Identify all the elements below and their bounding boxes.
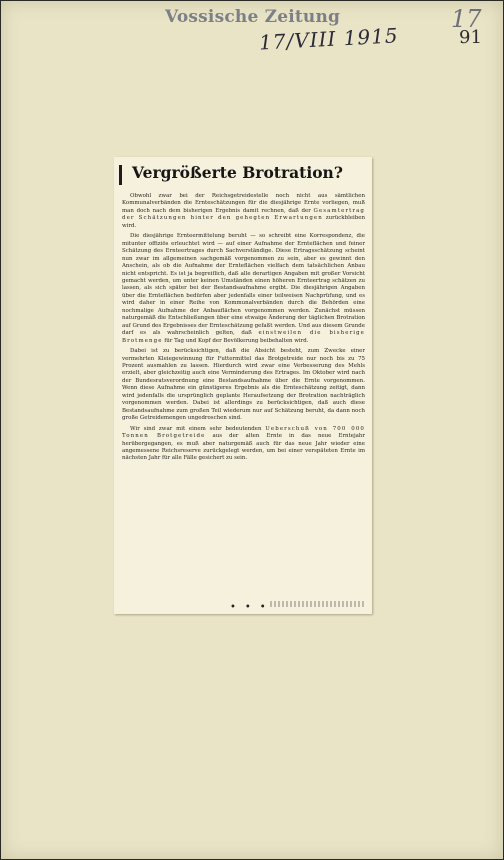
newspaper-clipping	[114, 157, 372, 614]
article-paragraph: Obwohl zwar bei der Reichsgetreidestelle noch nicht aus sämtlichen Kommunalverbänden die Ernteschätzungen für die diesjährige Ernte vorliegen, muß man doch nach dem bisherigen Ergebnis damit rechnen, daß der Gesamtertrag der Schätzungen hinter den gehegten Erwartungen zurückbleiben wird.	[122, 193, 365, 229]
corner-number-top: 17	[451, 5, 482, 33]
article-paragraph: Wir sind zwar mit einem sehr bedeutenden Ueberschuß von 700 000 Tonnen Brotgetreide aus der alten Ernte in das neue Erntejahr herübergegangen, es muß aber naturgemäß auch für das neue Jahr wieder eine angemessene Reichsreserve zurückgelegt werden, um bei einer verspäteten Ernte im nächsten Jahr für alle Fälle gesichert zu sein.	[122, 425, 365, 462]
end-mark-dots: •••	[230, 602, 275, 613]
article-paragraph: Die diesjährige Ernteermittelung beruht — so schreibt eine Korrespondenz, die mitunter offiziös erleuchtet wird — auf einer Aufnahme der Ernteflächen und feiner Schätzung des Ernteertrages durch Sachverständige. Diese Ertragsschätzung scheint nun zwar im allgemeinen sachgemäß vorgenommen zu sein, aber es gewinnt den Anschein, als ob die Aufnahme der Ernteflächen vielfach dem tatsächlichen Anbau nicht entspricht. Es ist ja begreiflich, daß alle derartigen Angaben mit großer Vorsicht gemacht werden, um unter keinen Umständen einen höheren Ernteertrag schätzen zu lassen, als sich später bei der Bestandsaufnahme ergibt. Die diesjährigen Angaben über die Ernteflächen bedürfen aber jedenfalls einer teilweisen Nachprüfung, und es wird daher in einer Reihe von Kommunalverbänden durch die Behörden eine nochmalige Aufnahme der Anbauflächen vorgenommen werden. Zunächst müssen naturgemäß die Entschließungen über eine etwaige Änderung der täglichen Brotration auf Grund des Ergebnisses der Ernteschätzung gefaßt werden. Und aus diesem Grunde darf es als wahrscheinlich gelten, daß einstweilen die bisherige Brotmenge für Tag und Kopf der Bevölkerung beibehalten wird.	[122, 233, 366, 344]
article-body	[122, 193, 365, 466]
newspaper-masthead: Vossische Zeitung	[165, 7, 341, 27]
handwritten-date: 17/VIII 1915	[258, 23, 400, 55]
corner-number-bottom: 91	[459, 27, 482, 48]
archive-stamp	[270, 601, 366, 607]
clipping-headline: Vergrößerte Brotration?	[132, 163, 343, 182]
article-paragraph: Dabei ist zu berücksichtigen, daß die Absicht besteht, zum Zwecke einer vermehrten Kleiegewinnung für Futtermittel das Brotgetreide nur noch bis zu 75 Prozent ausmahlen zu lassen. Hierdurch wird zwar eine Verbesserung des Mehls erzielt, aber gleichzeitig auch eine Verminderung des Ertrages. Im Oktober wird nach der Bundesratsverordnung eine Bestandsaufnahme über die Ernte vorgenommen. Wenn diese Aufnahme ein günstigeres Ergebnis als die Ernteschätzung zeitigt, dann wird jedenfalls die ursprünglich geplante Heraufsetzung der Brotration nachträglich vorgenommen werden. Dabei ist allerdings zu berücksichtigen, daß auch diese Bestandsaufnahme zum großen Teil wiederum nur auf Schätzung beruht, da dann noch große Getreidemengen ungedroschen sind.	[122, 348, 365, 422]
headline-bar	[119, 165, 122, 185]
